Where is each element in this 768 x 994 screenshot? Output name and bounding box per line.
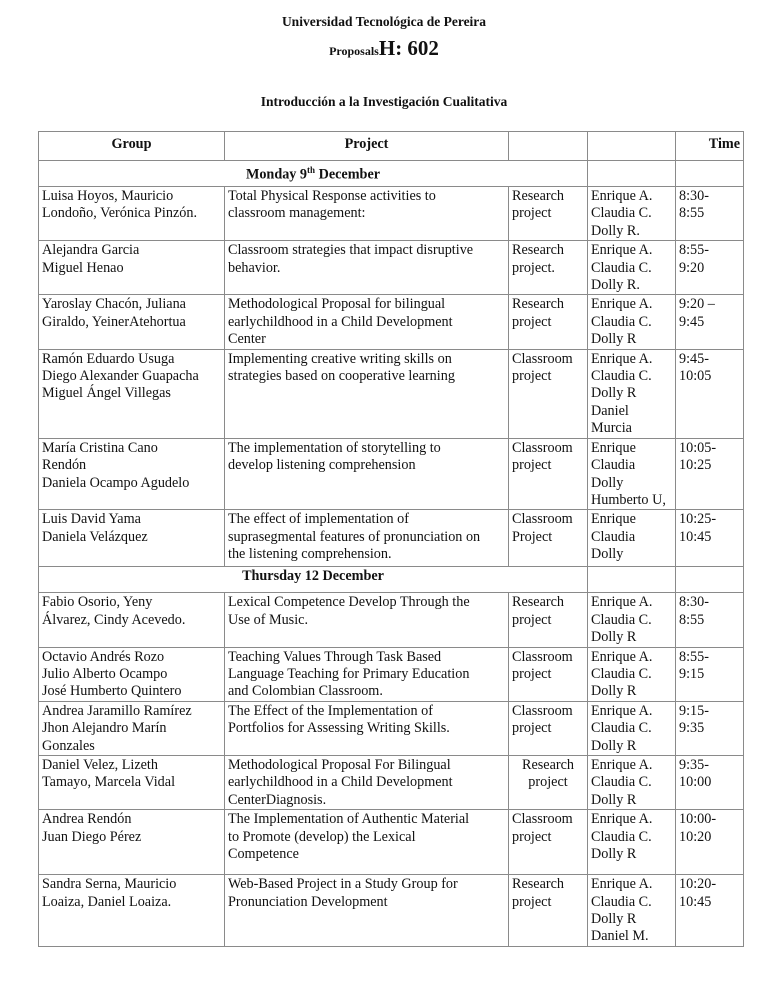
cell-jury: Enrique A. Claudia C. Dolly R Daniel M. (588, 875, 676, 947)
cell-time: 9:45- 10:05 (676, 349, 744, 438)
cell-type: Research project. (509, 241, 588, 295)
table-row (39, 875, 744, 947)
cell-type: Research project (509, 295, 588, 349)
table-row (39, 187, 744, 241)
column-header-type (509, 132, 588, 161)
cell-group: Luisa Hoyos, Mauricio Londoño, Verónica Pinzón. (39, 187, 225, 241)
day-title-text: Monday 9 (245, 166, 308, 183)
table-row (39, 647, 744, 701)
cell-project: Methodological Proposal for bilingual earlychildhood in a Child Development Center (225, 295, 509, 349)
empty-cell (588, 567, 676, 593)
cell-type: Research project (509, 755, 588, 809)
cell-time: 10:20- 10:45 (676, 875, 744, 947)
cell-jury: Enrique Claudia Dolly Humberto U, (588, 438, 676, 510)
cell-type: Classroom project (509, 438, 588, 510)
cell-project: Implementing creative writing skills on strategies based on cooperative learning (225, 349, 509, 438)
cell-type: Classroom project (509, 349, 588, 438)
cell-project: The effect of implementation of suprasegmental features of pronunciation on the listening comprehension. (225, 510, 509, 567)
cell-jury: Enrique A. Claudia C. Dolly R (588, 647, 676, 701)
cell-jury: Enrique A. Claudia C. Dolly R Daniel Murcia (588, 349, 676, 438)
cell-group: Daniel Velez, Lizeth Tamayo, Marcela Vidal (39, 755, 225, 809)
table-row (39, 241, 744, 295)
cell-project: The implementation of storytelling to develop listening comprehension (225, 438, 509, 510)
column-header-time: Time (676, 132, 744, 161)
proposals-title (0, 36, 768, 61)
empty-cell (676, 161, 744, 187)
column-header-project: Project (225, 132, 509, 161)
cell-jury: Enrique A. Claudia C. Dolly R (588, 593, 676, 647)
cell-jury: Enrique A. Claudia C. Dolly R (588, 701, 676, 755)
cell-group: Luis David Yama Daniela Velázquez (39, 510, 225, 567)
day-title (39, 567, 588, 593)
cell-project: The Implementation of Authentic Material to Promote (develop) the Lexical Competence (225, 810, 509, 875)
cell-project: Classroom strategies that impact disruptive behavior. (225, 241, 509, 295)
day-row (39, 161, 744, 187)
cell-type: Research project (509, 593, 588, 647)
cell-project: Total Physical Response activities to classroom management: (225, 187, 509, 241)
cell-jury: Enrique A. Claudia C. Dolly R. (588, 241, 676, 295)
cell-project: Teaching Values Through Task Based Language Teaching for Primary Education and Colombian Classroom. (225, 647, 509, 701)
day-title (39, 161, 588, 187)
day-title-text: Thursday 12 December (242, 568, 384, 585)
cell-group: María Cristina Cano Rendón Daniela Ocampo Agudelo (39, 438, 225, 510)
cell-type: Classroom project (509, 701, 588, 755)
cell-time: 10:05- 10:25 (676, 438, 744, 510)
table-row (39, 810, 744, 875)
table-row (39, 349, 744, 438)
cell-jury: Enrique A. Claudia C. Dolly R (588, 295, 676, 349)
cell-time: 8:30- 8:55 (676, 593, 744, 647)
course-title: Introducción a la Investigación Cualitativa (260, 94, 508, 109)
proposals-label: Proposals (329, 44, 379, 58)
cell-type: Classroom project (509, 810, 588, 875)
cell-type: Research project (509, 875, 588, 947)
cell-time: 8:30- 8:55 (676, 187, 744, 241)
cell-jury: Enrique A. Claudia C. Dolly R (588, 755, 676, 809)
cell-time: 9:15- 9:35 (676, 701, 744, 755)
university-title: Universidad Tecnológica de Pereira (281, 14, 487, 29)
empty-cell (676, 567, 744, 593)
column-header-group: Group (39, 132, 225, 161)
cell-type: Classroom Project (509, 510, 588, 567)
cell-group: Alejandra Garcia Miguel Henao (39, 241, 225, 295)
cell-jury: Enrique Claudia Dolly (588, 510, 676, 567)
table-row (39, 295, 744, 349)
day-ordinal-suffix: th (307, 165, 316, 175)
cell-group: Ramón Eduardo Usuga Diego Alexander Guapacha Miguel Ángel Villegas (39, 349, 225, 438)
cell-group: Andrea Jaramillo Ramírez Jhon Alejandro Marín Gonzales (39, 701, 225, 755)
table-row (39, 438, 744, 510)
table-header-row (39, 132, 744, 161)
empty-cell (588, 161, 676, 187)
proposals-table (38, 131, 744, 947)
cell-type: Classroom project (509, 647, 588, 701)
cell-jury: Enrique A. Claudia C. Dolly R. (588, 187, 676, 241)
cell-time: 8:55- 9:20 (676, 241, 744, 295)
table-row (39, 593, 744, 647)
cell-time: 8:55- 9:15 (676, 647, 744, 701)
cell-project: Methodological Proposal For Bilingual earlychildhood in a Child Development CenterDiagnosis. (225, 755, 509, 809)
cell-type: Research project (509, 187, 588, 241)
cell-group: Sandra Serna, Mauricio Loaiza, Daniel Loaiza. (39, 875, 225, 947)
day-row (39, 567, 744, 593)
cell-project: The Effect of the Implementation of Portfolios for Assessing Writing Skills. (225, 701, 509, 755)
cell-time: 9:20 – 9:45 (676, 295, 744, 349)
column-header-jury (588, 132, 676, 161)
cell-time: 10:00- 10:20 (676, 810, 744, 875)
cell-project: Lexical Competence Develop Through the Use of Music. (225, 593, 509, 647)
table-row (39, 510, 744, 567)
table-row (39, 755, 744, 809)
proposals-code: H: 602 (378, 36, 439, 60)
cell-project: Web-Based Project in a Study Group for Pronunciation Development (225, 875, 509, 947)
cell-group: Yaroslay Chacón, Juliana Giraldo, YeinerAtehortua (39, 295, 225, 349)
cell-group: Octavio Andrés Rozo Julio Alberto Ocampo José Humberto Quintero (39, 647, 225, 701)
cell-jury: Enrique A. Claudia C. Dolly R (588, 810, 676, 875)
cell-time: 10:25- 10:45 (676, 510, 744, 567)
cell-time: 9:35- 10:00 (676, 755, 744, 809)
cell-group: Andrea Rendón Juan Diego Pérez (39, 810, 225, 875)
cell-group: Fabio Osorio, Yeny Álvarez, Cindy Acevedo. (39, 593, 225, 647)
table-row (39, 701, 744, 755)
day-month: December (315, 166, 381, 183)
